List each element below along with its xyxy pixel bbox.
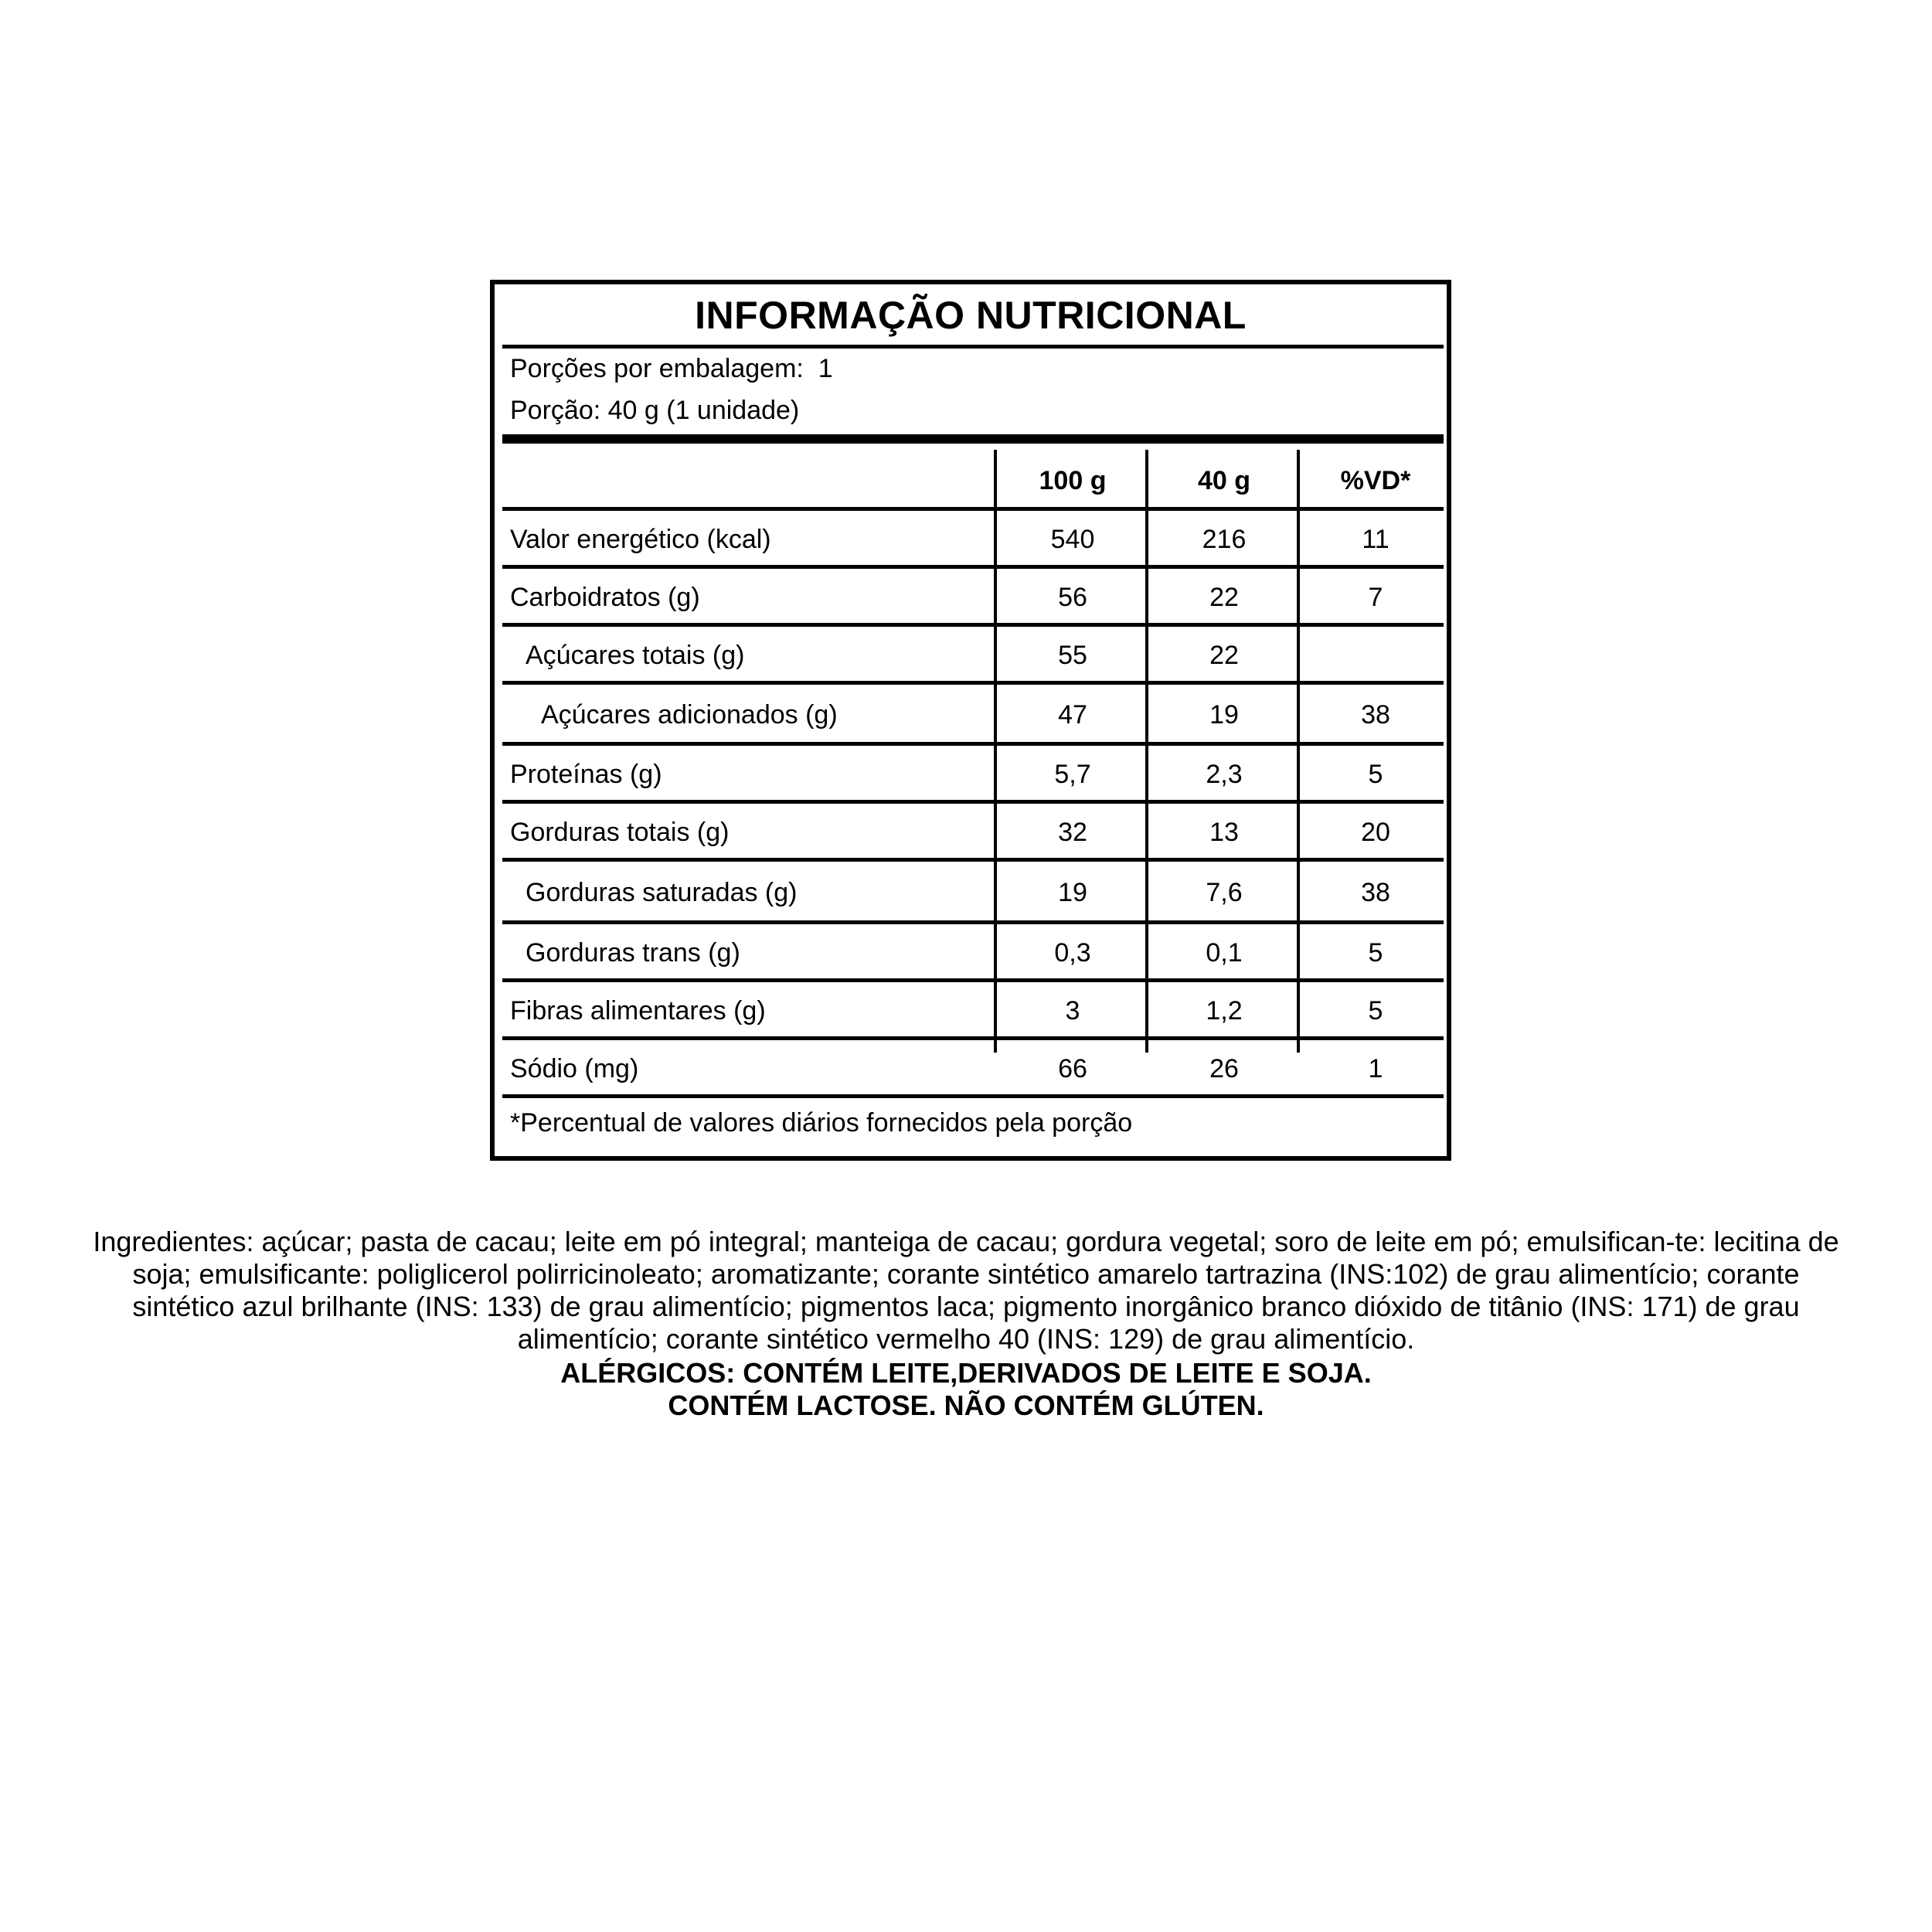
serving-size: Porção: 40 g (1 unidade) bbox=[510, 396, 800, 425]
value-100g: 3 bbox=[1065, 996, 1080, 1026]
value-vd: 38 bbox=[1361, 700, 1390, 730]
value-vd: 11 bbox=[1362, 525, 1389, 554]
table-row bbox=[502, 685, 1444, 746]
row-divider bbox=[502, 1094, 1444, 1098]
allergen-line-2: CONTÉM LACTOSE. NÃO CONTÉM GLÚTEN. bbox=[668, 1389, 1264, 1421]
table-row bbox=[502, 746, 1444, 804]
value-100g: 32 bbox=[1058, 818, 1087, 847]
value-portion: 22 bbox=[1209, 641, 1239, 670]
nutrient-name: Gorduras saturadas (g) bbox=[526, 878, 798, 907]
value-100g: 19 bbox=[1058, 878, 1087, 907]
ingredients-label: Ingredientes: bbox=[93, 1226, 254, 1257]
column-header-portion: 40 g bbox=[1197, 466, 1251, 495]
value-portion: 0,1 bbox=[1206, 938, 1243, 968]
value-vd: 1 bbox=[1368, 1054, 1383, 1083]
nutrient-name: Gorduras totais (g) bbox=[510, 818, 730, 847]
value-100g: 56 bbox=[1058, 583, 1087, 612]
servings-per-package: Porções por embalagem: 1 bbox=[510, 354, 833, 383]
value-portion: 2,3 bbox=[1206, 760, 1243, 789]
nutrient-name: Valor energético (kcal) bbox=[510, 525, 771, 554]
value-portion: 216 bbox=[1202, 525, 1247, 554]
nutrient-name: Açúcares totais (g) bbox=[526, 641, 745, 670]
nutrient-name: Sódio (mg) bbox=[510, 1054, 639, 1083]
footnote: *Percentual de valores diários fornecidos pela porção bbox=[510, 1108, 1133, 1138]
table-row bbox=[502, 627, 1444, 685]
table-row bbox=[502, 804, 1444, 862]
value-vd: 38 bbox=[1361, 878, 1390, 907]
allergen-warning bbox=[85, 1357, 1847, 1422]
value-100g: 47 bbox=[1058, 700, 1087, 730]
value-vd: 5 bbox=[1368, 996, 1383, 1026]
value-portion: 13 bbox=[1209, 818, 1239, 847]
table-row bbox=[502, 1040, 1444, 1098]
column-header-vd: %VD* bbox=[1340, 466, 1411, 495]
table-row bbox=[502, 982, 1444, 1040]
value-100g: 66 bbox=[1058, 1054, 1087, 1083]
table-row bbox=[502, 924, 1444, 982]
nutrition-facts-label bbox=[490, 280, 1451, 1161]
value-vd: 20 bbox=[1361, 818, 1390, 847]
allergen-line-1: ALÉRGICOS: CONTÉM LEITE,DERIVADOS DE LEITE E SOJA. bbox=[560, 1357, 1372, 1389]
value-portion: 22 bbox=[1209, 583, 1239, 612]
label-title: INFORMAÇÃO NUTRICIONAL bbox=[695, 294, 1247, 337]
nutrient-name: Açúcares adicionados (g) bbox=[541, 700, 838, 730]
value-vd: 7 bbox=[1368, 583, 1383, 612]
value-100g: 0,3 bbox=[1054, 938, 1091, 968]
column-header-100g: 100 g bbox=[1039, 466, 1107, 495]
nutrient-name: Carboidratos (g) bbox=[510, 583, 700, 612]
value-portion: 7,6 bbox=[1206, 878, 1243, 907]
value-vd: 5 bbox=[1368, 938, 1383, 968]
value-portion: 19 bbox=[1209, 700, 1239, 730]
value-portion: 1,2 bbox=[1206, 996, 1243, 1026]
ingredients-text bbox=[85, 1226, 1847, 1355]
table-row bbox=[502, 569, 1444, 627]
title-divider bbox=[502, 345, 1444, 349]
nutrient-name: Proteínas (g) bbox=[510, 760, 662, 789]
serving-divider bbox=[502, 434, 1444, 444]
value-100g: 540 bbox=[1050, 525, 1095, 554]
nutrient-name: Gorduras trans (g) bbox=[526, 938, 740, 968]
value-vd: 5 bbox=[1368, 760, 1383, 789]
ingredients-list: açúcar; pasta de cacau; leite em pó integral; manteiga de cacau; gordura vegetal; soro de leite em pó; emulsifican-te: lecitina de soja; emulsificante: poliglicerol polirricinoleato; aromatizante; corante sintético amarelo tartrazina (INS:102) de grau alimentício; corante sintético azul brilhante (INS: 133) de grau alimentício; pigmentos laca; pigmento inorgânico branco dióxido de titânio (INS: 171) de grau alimentício; corante sintético vermelho 40 (INS: 129) de grau alimentício. bbox=[132, 1226, 1839, 1355]
value-100g: 55 bbox=[1058, 641, 1087, 670]
table-row bbox=[502, 511, 1444, 569]
nutrient-name: Fibras alimentares (g) bbox=[510, 996, 766, 1026]
value-portion: 26 bbox=[1209, 1054, 1239, 1083]
value-100g: 5,7 bbox=[1054, 760, 1091, 789]
table-row bbox=[502, 862, 1444, 924]
